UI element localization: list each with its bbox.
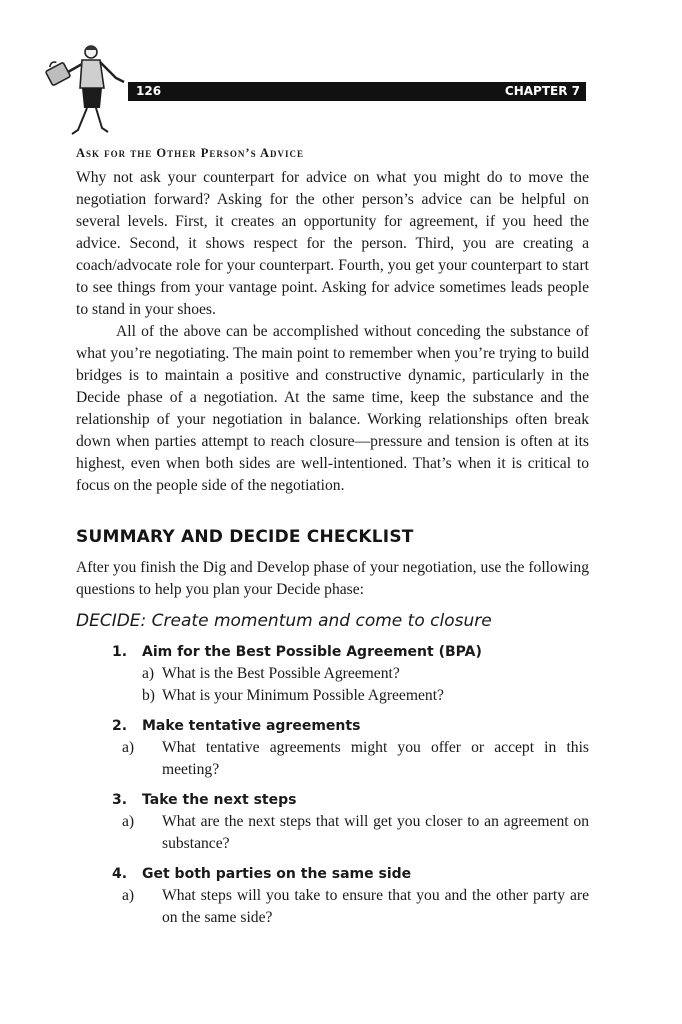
step-title xyxy=(112,863,589,885)
paragraph-1: Why not ask your counterpart for advice on what you might do to move the negotiation forward? Asking for the other person’s advice can be helpful on several levels. First, it creates an opportunity for agreement, if you heed the advice. Second, it shows respect for the person. Third, you are creating a coach/advocate role for your counterpart. Fourth, you get your counterpart to start to see things from your vantage point. Asking for advice sometimes leads people to stand in your shoes. xyxy=(76,169,589,318)
step-number: 1. xyxy=(112,644,128,660)
question-label: a) xyxy=(122,887,135,904)
checklist-steps xyxy=(76,641,589,929)
question-text: What steps will you take to ensure that you and the other party are on the same side? xyxy=(162,887,589,926)
question-label: a) xyxy=(122,813,135,830)
paragraph-2: All of the above can be accomplished without conceding the substance of what you’re negotiating. The main point to remember when you’re trying to build bridges is to maintain a positive and constructive dynamic, particularly in the Decide phase of a negotiation. At the same time, keep the substance and the relationship of your negotiation in balance. Working relationships often break down when parties attempt to reach closure—pressure and tension is often at its highest, even when both sides are well-intentioned. That’s when it is critical to focus on the people side of the negotiation. xyxy=(76,323,589,494)
question-label: a) xyxy=(142,665,155,682)
businesswoman-illustration xyxy=(44,44,134,136)
step-title xyxy=(112,715,589,737)
step-label: Make tentative agreements xyxy=(142,718,361,734)
step-number: 2. xyxy=(112,718,128,734)
page-number: 126 xyxy=(136,84,162,98)
step-title xyxy=(112,641,589,663)
section-heading-advice: Ask for the Other Person’s Advice xyxy=(76,146,305,160)
question-text: What tentative agreements might you offer or accept in this meeting? xyxy=(162,739,589,778)
running-header-bar xyxy=(128,82,586,101)
checklist-heading: SUMMARY AND DECIDE CHECKLIST xyxy=(76,527,414,547)
step-label: Take the next steps xyxy=(142,792,297,808)
checklist-step xyxy=(112,641,589,707)
step-question xyxy=(112,737,589,781)
step-number: 4. xyxy=(112,866,128,882)
question-text: What are the next steps that will get you closer to an agreement on substance? xyxy=(162,813,589,852)
decide-subheading: DECIDE: Create momentum and come to closure xyxy=(76,611,492,631)
step-title xyxy=(112,789,589,811)
page-body xyxy=(76,146,589,937)
question-text: What is your Minimum Possible Agreement? xyxy=(162,687,444,704)
question-label: a) xyxy=(122,739,135,756)
step-label: Aim for the Best Possible Agreement (BPA) xyxy=(142,644,482,660)
checklist-intro: After you finish the Dig and Develop phase of your negotiation, use the following questions to help you plan your Decide phase: xyxy=(76,559,589,598)
step-question xyxy=(112,685,589,707)
step-question xyxy=(112,885,589,929)
checklist-step xyxy=(112,789,589,855)
checklist-step xyxy=(112,863,589,929)
question-label: b) xyxy=(142,687,155,704)
page-header xyxy=(0,0,682,140)
step-label: Get both parties on the same side xyxy=(142,866,412,882)
checklist-step xyxy=(112,715,589,781)
step-question xyxy=(112,663,589,685)
step-number: 3. xyxy=(112,792,128,808)
chapter-label: CHAPTER 7 xyxy=(504,84,580,98)
question-text: What is the Best Possible Agreement? xyxy=(162,665,400,682)
step-question xyxy=(112,811,589,855)
